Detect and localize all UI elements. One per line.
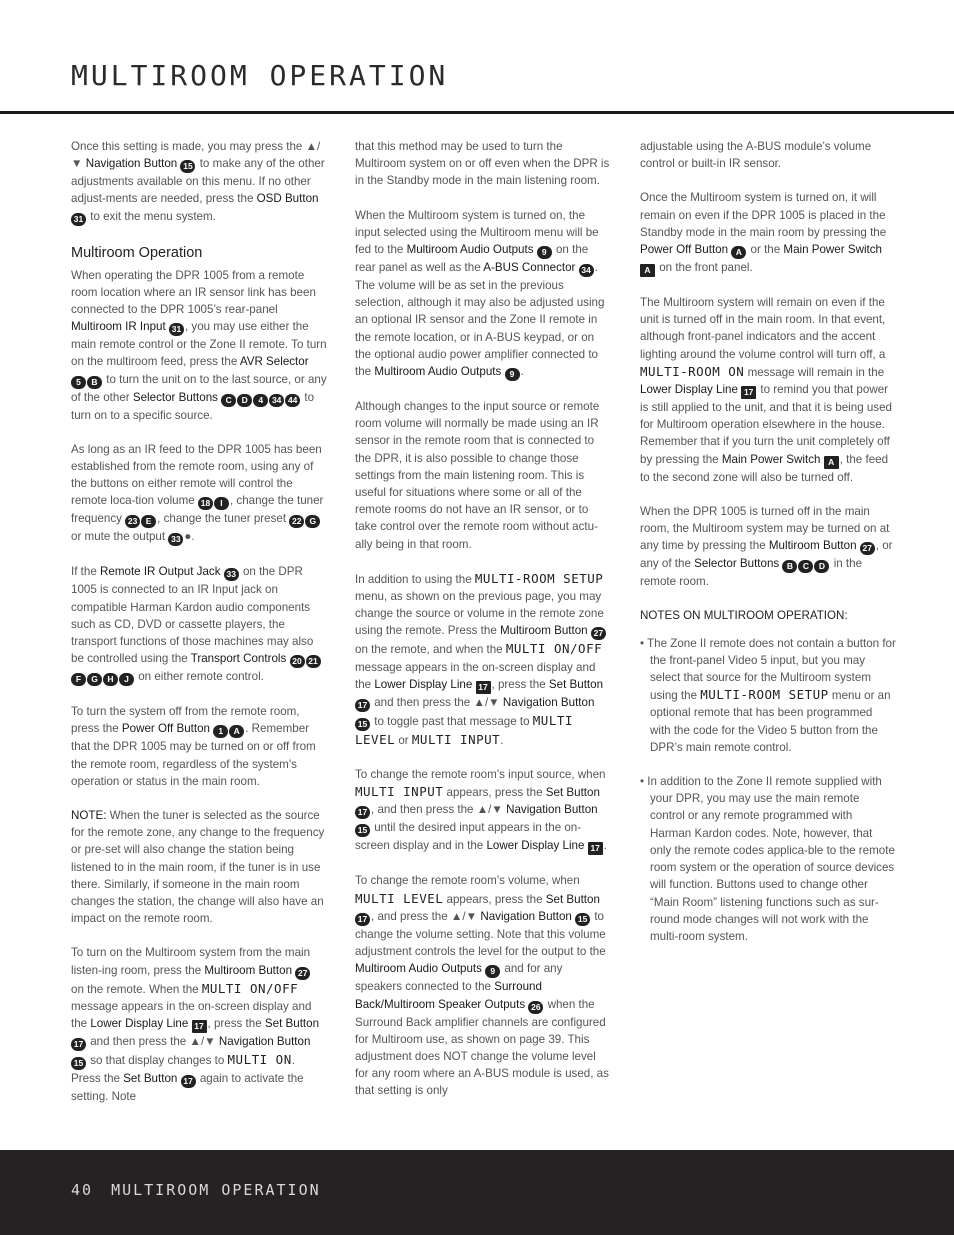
callout-badge: 9 [537, 246, 552, 259]
up-down-arrow-icon: ▲/▼ [189, 1035, 216, 1049]
paragraph: adjustable using the A-BUS module’s volume control or built-in IR sensor. [640, 140, 872, 171]
callout-badge: 44 [285, 394, 300, 407]
callout-badge: 17 [71, 1038, 86, 1051]
key-term: Multiroom Audio Outputs [355, 962, 482, 976]
key-term: A-BUS Connector [483, 261, 576, 275]
key-term: Navigation Button [502, 695, 595, 709]
callout-badge: 23 [125, 515, 140, 528]
display-message: MULTI ON/OFF [201, 980, 299, 996]
key-term: Lower Display Line [374, 677, 473, 691]
column-left [71, 138, 327, 1122]
display-message: MULTI INPUT [411, 731, 501, 747]
paragraph: Although changes to the input source or remote room volume will normally be made using an IR sensor in the remote room that is connected to the DPR, it is also possible to change those settings from the main listening room. This is useful for situations where some or all of the remote rooms do not have an IR sensor, or to take control over the remote room without actu-ally being in that room. [355, 400, 600, 551]
display-message: MULTI LEVEL [355, 712, 573, 747]
key-term: Main Power Switch [783, 243, 882, 257]
list-item: • In addition to the Zone II remote supplied with your DPR, you may use the main remote control or any remote programmed with Harman Kardon codes. Note, however, that only the remote codes applica-ble to the remote room system or the operation of source devices will function. Buttons used to change other “Main Room” listening functions such as sur-round mode changes will not work with the multi-room system. [640, 775, 895, 943]
callout-badge: F [71, 673, 86, 686]
paragraph: To change the remote room’s volume, when MULTI LEVEL appears, press the Set Button 17 , and press the ▲/▼ Navigation Button 15 to change the volume setting. Note that this volume adjustment controls the level for the output to the Multiroom Audio Outputs 9 and for any speakers connected to the Surround Back/Multiroom Speaker Outputs 26 when the Surround Back amplifier channels are configured for Multiroom use, as shown on page 39. This adjustment does NOT change the volume level for any room where an A-BUS module is used, as that setting is only [355, 874, 609, 1098]
display-message: MULTI-ROOM ON [640, 363, 745, 379]
callout-badge: 21 [306, 655, 321, 668]
key-term: AVR Selector [239, 355, 309, 369]
callout-badge: 34 [579, 264, 594, 277]
key-term: Multiroom Button [768, 539, 857, 553]
paragraph: that this method may be used to turn the Multiroom system on or off even when the DPR is in the Standby mode in the main listening room. [355, 140, 610, 188]
callout-badge: 17 [741, 386, 756, 399]
callout-badge: 9 [505, 368, 520, 381]
column-right [640, 138, 896, 962]
callout-badge: 27 [295, 967, 310, 980]
bullet-icon: • [640, 775, 645, 789]
display-message: MULTI ON/OFF [505, 641, 603, 657]
callout-badge: 17 [192, 1020, 207, 1033]
title-rule [0, 111, 954, 114]
key-term: Multiroom Audio Outputs [374, 365, 502, 379]
key-term: Set Button [123, 1072, 178, 1086]
paragraph: NOTE: When the tuner is selected as the source for the remote zone, any change to the frequency or pre-set will also change the station being listened to in the main room, if the tuner is in use there. Similarly, if someone in the main room changes the station, the change will also have an impact on the remote room. [71, 809, 325, 926]
paragraph: The Multiroom system will remain on even if the unit is turned off in the main room. In that event, although front-panel indicators and the accent lighting around the volume control will turn off, a MULTI-ROOM ON message will remain in the Lower Display Line 17 to remind you that power is still applied to the unit, and that it is being used for Multiroom operation elsewhere in the house. Remember that if you turn the unit completely off by pressing the Main Power Switch A , the feed to the second zone will also be turned off. [640, 296, 892, 484]
up-down-arrow-icon: ▲/▼ [476, 803, 503, 817]
callout-badge: C [798, 560, 813, 573]
callout-badge: 15 [180, 160, 195, 173]
paragraph: To turn the system off from the remote room, press the Power Off Button 1 A . Remember that the DPR 1005 may be turned on or off from the remote room, regardless of the system’s operation or status in the main room. [71, 705, 316, 788]
callout-badge: A [824, 456, 839, 469]
key-term: NOTE: [71, 809, 107, 823]
footer-title: MULTIROOM OPERATION [111, 1181, 321, 1199]
key-term: Navigation Button [506, 803, 598, 817]
callout-badge: G [305, 515, 320, 528]
callout-badge: 31 [169, 323, 184, 336]
callout-badge: B [782, 560, 797, 573]
callout-badge: 1 [213, 725, 228, 738]
callout-badge: D [814, 560, 829, 573]
callout-badge: 26 [528, 1001, 543, 1014]
key-term: Navigation Button [85, 157, 178, 171]
key-term: Set Button [548, 677, 604, 691]
callout-badge: I [214, 497, 229, 510]
paragraph: As long as an IR feed to the DPR 1005 has been established from the remote room, using any of the buttons on either remote will control the remote loca-tion volume 18 I , change the tuner frequency 23 E , change the tuner preset 22 G or mute the output 33 ●. [71, 442, 324, 545]
paragraph: Once this setting is made, you may press the ▲/▼ Navigation Button 15 to make any of the other adjustments available on this menu. If no other adjust-ments are needed, press the OSD Button 31 to exit the menu system. [71, 140, 325, 224]
key-term: Multiroom Button [500, 624, 588, 638]
callout-badge: G [87, 673, 102, 686]
callout-badge: 17 [476, 681, 491, 694]
callout-badge: A [229, 725, 244, 738]
callout-badge: 15 [71, 1057, 86, 1070]
key-term: Navigation Button [480, 909, 572, 923]
paragraph: When the Multiroom system is turned on, the input selected using the Multiroom menu will be fed to the Multiroom Audio Outputs 9 on the rear panel as well as the A-BUS Connector 34 . The volume will be as set in the previous selection, although it may also be adjusted using an optional IR sensor and the Zone II remote in the remote location, or in A-BUS keypad, or on the optional audio power amplifier connected to the Multiroom Audio Outputs 9 . [355, 208, 605, 380]
callout-badge: 17 [355, 806, 370, 819]
display-message: MULTI-ROOM SETUP [700, 687, 829, 703]
key-term: Power Off Button [640, 243, 729, 257]
display-message: MULTI LEVEL [355, 890, 444, 906]
callout-badge: 4 [253, 394, 268, 407]
callout-badge: H [103, 673, 118, 686]
key-term: Lower Display Line [90, 1017, 189, 1031]
display-message: MULTI INPUT [355, 784, 444, 800]
key-term: Lower Display Line [640, 383, 738, 397]
callout-badge: 31 [71, 213, 86, 226]
display-message: MULTI ON [227, 1052, 292, 1068]
paragraph: In addition to using the MULTI-ROOM SETUP menu, as shown on the previous page, you may change the source or volume in the remote zone using the remote. Press the Multiroom Button 27 on the remote, and when the MULTI ON/OFF message appears in the on-screen display and the Lower Display Line 17 , press the Set Button 17 and then press the ▲/▼ Navigation Button 15 to toggle past that message to MULTI LEVEL or MULTI INPUT. [355, 570, 611, 749]
paragraph: To change the remote room’s input source, when MULTI INPUT appears, press the Set Button 17 , and then press the ▲/▼ Navigation Button 15 until the desired input appears in the on-screen display and in the Lower Display Line 17 . [355, 768, 607, 854]
callout-badge: B [87, 376, 102, 389]
key-term: Selector Buttons [694, 557, 780, 571]
callout-badge: D [237, 394, 252, 407]
paragraph: To turn on the Multiroom system from the main listen-ing room, press the Multiroom Button 27 on the remote. When the MULTI ON/OFF message appears in the on-screen display and the Lower Display Line 17 , press the Set Button 17 and then press the ▲/▼ Navigation Button 15 so that display changes to MULTI ON. Press the Set Button 17 again to activate the setting. Note [71, 946, 320, 1104]
key-term: Multiroom Button [204, 963, 293, 977]
display-message: MULTI-ROOM SETUP [474, 570, 604, 586]
key-term: Navigation Button [218, 1035, 311, 1049]
key-term: Set Button [545, 892, 600, 906]
callout-badge: 15 [355, 824, 370, 837]
callout-badge: 34 [269, 394, 284, 407]
callout-badge: 33 [168, 533, 183, 546]
column-middle [355, 138, 611, 1117]
callout-badge: C [221, 394, 236, 407]
callout-badge: 18 [198, 497, 213, 510]
paragraph: When operating the DPR 1005 from a remote room location where an IR sensor link has been connected to the DPR 1005’s rear-panel Multiroom IR Input 31 , you may use either the main remote control or the Zone II remote. To turn on the multiroom feed, press the AVR Selector 5 B to turn the unit on to the last source, or any of the other Selector Buttons C D 4 34 44 to turn on to a specific source. [71, 268, 327, 422]
callout-badge: 17 [588, 842, 603, 855]
key-term: Transport Controls [190, 652, 287, 666]
callout-badge: E [141, 515, 156, 528]
key-term: Selector Buttons [132, 390, 218, 404]
key-term: Surround Back/Multiroom Speaker Outputs [355, 980, 542, 1011]
key-term: Power Off Button [121, 722, 210, 736]
key-term: Multiroom Audio Outputs [406, 243, 534, 257]
paragraph: Once the Multiroom system is turned on, it will remain on even if the DPR 1005 is placed in the Standby mode in the main room by pressing the Power Off Button A or the Main Power Switch A on the front panel. [640, 191, 887, 276]
callout-badge: J [119, 673, 134, 686]
paragraph: If the Remote IR Output Jack 33 on the DPR 1005 is connected to an IR Input jack on compatible Harman Kardon audio components such as CD, DVD or cassette players, the transport functions of those machines may also be controlled using the Transport Controls 20 21F G H J on either remote control. [71, 563, 327, 686]
page-number: 40 [71, 1181, 94, 1199]
key-term: OSD Button [256, 192, 319, 206]
callout-badge: 17 [355, 699, 370, 712]
callout-badge: A [640, 264, 655, 277]
bullet-icon: • [640, 636, 645, 650]
key-term: Lower Display Line [486, 839, 585, 853]
callout-badge: 27 [860, 542, 875, 555]
callout-badge: 27 [591, 627, 606, 640]
callout-badge: 15 [575, 913, 590, 926]
notes-heading: NOTES ON MULTIROOM OPERATION: [640, 609, 848, 623]
callout-badge: 20 [290, 655, 305, 668]
callout-badge: 9 [485, 965, 500, 978]
callout-badge: 33 [224, 568, 239, 581]
paragraph: When the DPR 1005 is turned off in the main room, the Multiroom system may be turned on at any time by pressing the Multiroom Button 27 , or any of the Selector Buttons B C D in the remote room. [640, 504, 893, 589]
key-term: Multiroom IR Input [71, 320, 166, 334]
page-title: MULTIROOM OPERATION [71, 59, 449, 92]
callout-badge: A [731, 246, 746, 259]
key-term: Remote IR Output Jack [100, 565, 221, 579]
callout-badge: 5 [71, 376, 86, 389]
up-down-arrow-icon: ▲/▼ [450, 909, 478, 923]
callout-badge: 15 [355, 718, 370, 731]
circle-marker-icon: ● [184, 530, 192, 544]
footer [71, 1181, 321, 1199]
up-down-arrow-icon: ▲/▼ [473, 695, 500, 709]
list-item: • The Zone II remote does not contain a button for the front-panel Video 5 input, but you may select that source for the Multiroom system using the MULTI-ROOM SETUP menu or an optional remote that has been programmed with the code for the Video 5 button from the DPR’s main remote control. [640, 636, 896, 754]
key-term: Set Button [264, 1017, 320, 1031]
callout-badge: 17 [181, 1075, 196, 1088]
section-heading: Multiroom Operation [71, 244, 203, 261]
up-down-arrow-icon: ▲/▼ [71, 140, 321, 171]
callout-badge: 22 [289, 515, 304, 528]
callout-badge: 17 [355, 913, 370, 926]
key-term: Main Power Switch [721, 452, 821, 466]
key-term: Set Button [545, 786, 600, 800]
